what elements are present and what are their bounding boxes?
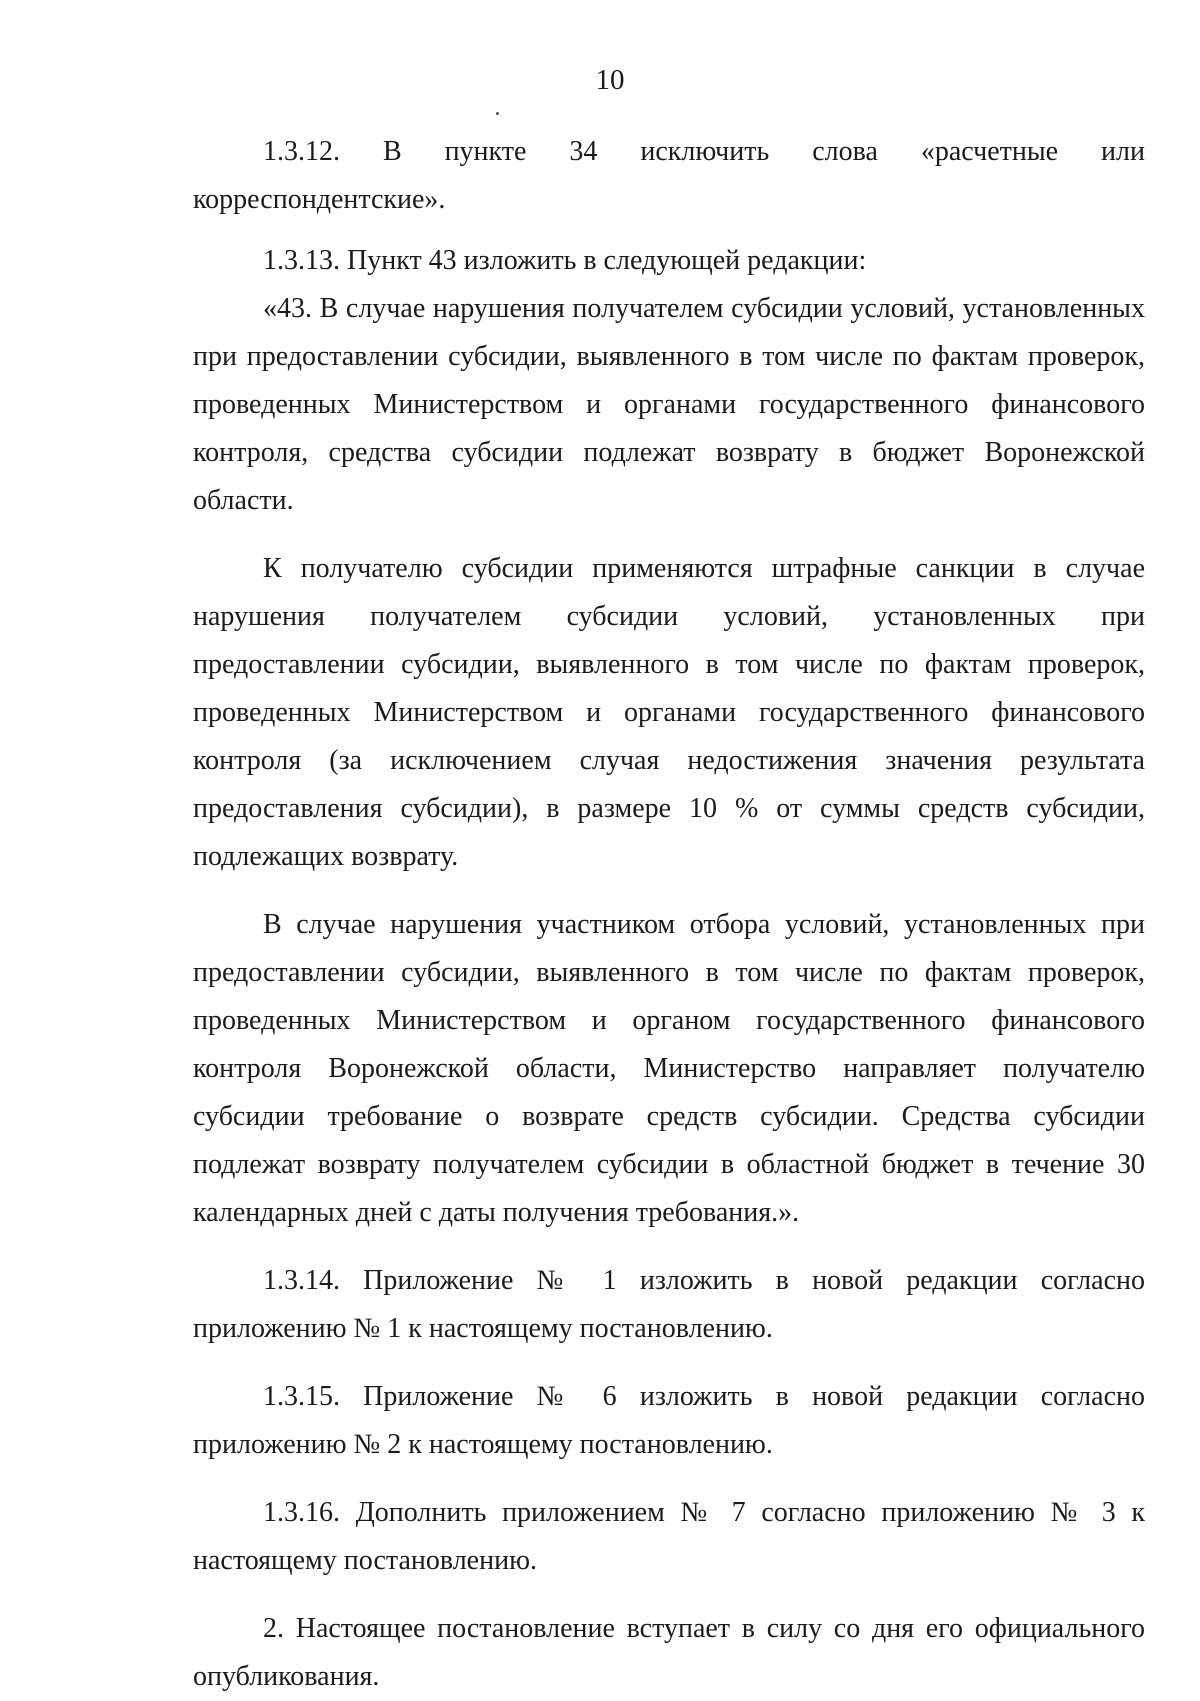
- scan-speck: [496, 112, 499, 115]
- paragraph-1-3-15: 1.3.15. Приложение № 6 изложить в новой редакции согласно приложению № 2 к настоящему постановлению.: [193, 1381, 1145, 1460]
- paragraph-1-3-14: 1.3.14. Приложение № 1 изложить в новой редакции согласно приложению № 1 к настоящему постановлению.: [193, 1265, 1145, 1344]
- page-number: 10: [595, 64, 625, 96]
- paragraph-1-3-12: 1.3.12. В пункте 34 исключить слова «расчетные или корреспондентские».: [193, 136, 1145, 215]
- document-body: [193, 128, 1145, 1701]
- paragraph-1-3-16: 1.3.16. Дополнить приложением № 7 согласно приложению № 3 к настоящему постановлению.: [193, 1497, 1145, 1576]
- paragraph-2-effective: 2. Настоящее постановление вступает в силу со дня его официального опубликования.: [193, 1613, 1145, 1692]
- paragraph-43-quote: «43. В случае нарушения получателем субсидии условий, установленных при предоставлении субсидии, выявленного в том числе по фактам проверок, проведенных Министерством и органами государственного финансового контроля, средства субсидии подлежат возврату в бюджет Воронежской области.: [193, 293, 1145, 516]
- paragraph-penalty: К получателю субсидии применяются штрафные санкции в случае нарушения получателем субсидии условий, установленных при предоставлении субсидии, выявленного в том числе по фактам проверок, проведенных Министерством и органами государственного финансового контроля (за исключением случая недостижения значения результата предоставления субсидии), в размере 10 % от суммы средств субсидии, подлежащих возврату.: [193, 553, 1145, 872]
- paragraph-1-3-13: 1.3.13. Пункт 43 изложить в следующей редакции:: [263, 245, 867, 276]
- paragraph-refund: В случае нарушения участником отбора условий, установленных при предоставлении субсидии, выявленного в том числе по фактам проверок, проведенных Министерством и органом государственного финансового контроля Воронежской области, Министерство направляет получателю субсидии требование о возврате средств субсидии. Средства субсидии подлежат возврату получателем субсидии в областной бюджет в течение 30 календарных дней с даты получения требования.».: [193, 909, 1145, 1228]
